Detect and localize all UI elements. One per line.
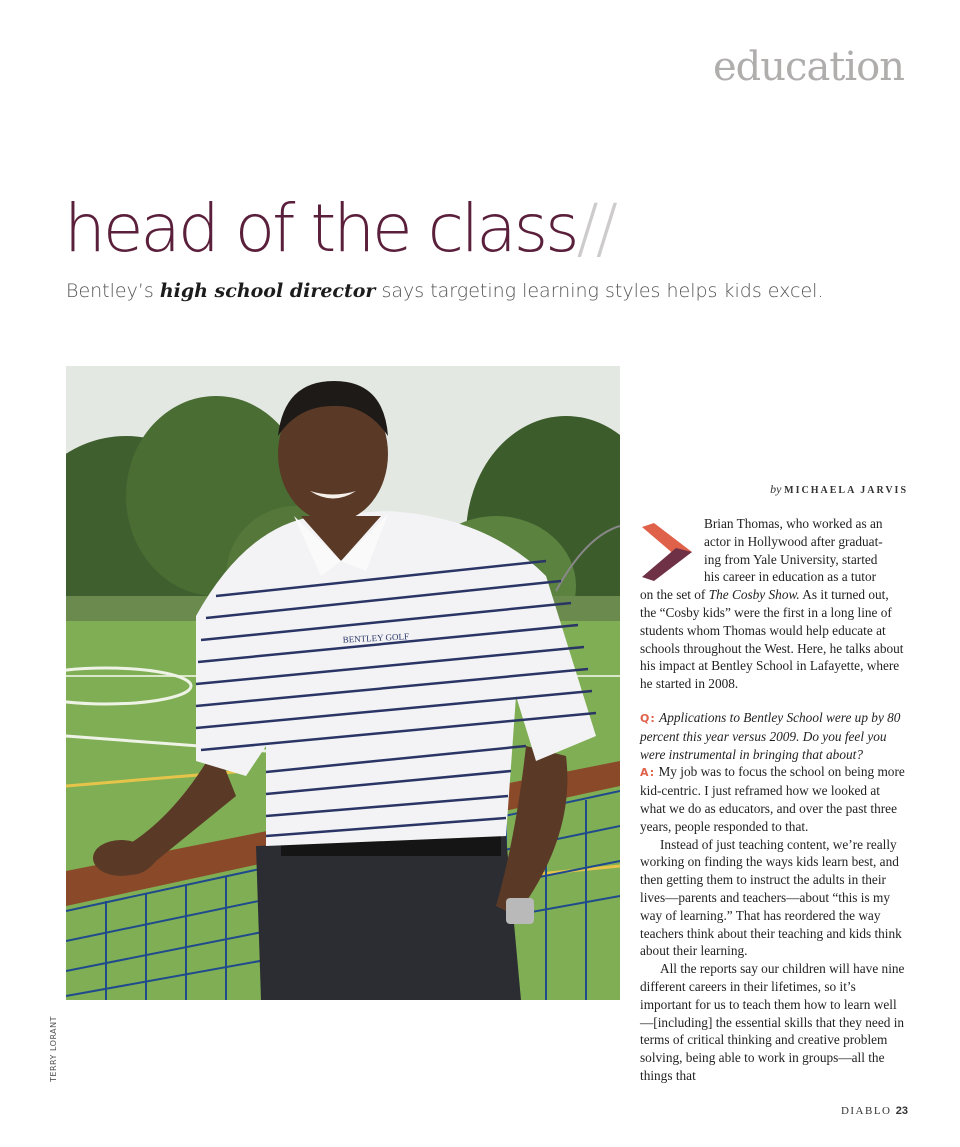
paragraph-2: Instead of just teaching content, we’re really working on finding the ways kids learn best, and then getting them to instruct the adults in their lives—parents and teachers—about “this is my way of learning.” That has reordered the way teachers think about their teaching and kids think about their learning. <box>640 836 902 959</box>
answer-text: My job was to focus the school on being more kid-centric. I just reframed how we looked at what we do as educators, and over the past three years, people responded to that. <box>640 764 905 834</box>
intro-line: his career in education as a tutor <box>704 569 877 585</box>
intro-line: actor in Hollywood after graduat- <box>704 533 883 549</box>
question-text: Applications to Bentley School were up by 80 percent this year versus 2009. Do you feel you were instrumental in bringing that about? <box>640 709 901 762</box>
show-title: The Cosby Show. <box>708 587 800 603</box>
photo-credit: TERRY LORANT <box>49 1015 58 1082</box>
answer <box>640 763 908 835</box>
deck-emphasis: high school director <box>159 280 376 302</box>
q-label: Q: <box>640 711 656 725</box>
a-label: A: <box>640 766 656 780</box>
question <box>640 709 908 763</box>
byline <box>770 482 908 497</box>
article-body <box>640 515 908 1085</box>
intro-text-a: on the set of <box>640 587 709 603</box>
portrait-photo <box>66 366 620 1000</box>
page-number: 23 <box>895 1105 908 1117</box>
headline <box>64 190 615 267</box>
intro-line: Brian Thomas, who worked as an <box>704 516 883 531</box>
page-folio <box>841 1105 908 1117</box>
shirt-embroidery: BENTLEY GOLF <box>342 631 410 645</box>
deck-post: says targeting learning styles helps kids excel. <box>375 280 824 302</box>
paragraph-3: All the reports say our children will have nine different careers in their lifetimes, so it’s important for us to teach them how to learn well—[including] the essential skills that they need in terms of critical thinking and creative problem solving, being able to work in groups—all the things that <box>640 961 905 1083</box>
section-label: education <box>713 44 904 90</box>
intro-paragraph <box>640 586 908 693</box>
intro-line: ing from Yale University, started <box>704 551 878 567</box>
deck-pre: Bentley’s <box>66 280 160 302</box>
headline-slashes: // <box>576 190 615 267</box>
chevron-drop-cap-icon <box>640 523 692 581</box>
deck-subtitle <box>66 280 824 302</box>
magazine-name: DIABLO <box>840 1105 892 1117</box>
headline-title: head of the class <box>64 190 577 267</box>
intro-text-b: As it turned out, the “Cosby kids” were the first in a long line of students whom Thomas would help educate at schools throughout the West. Here, he talks about his impact at Bentley School in Lafayette, where he started in 2008. <box>640 587 904 692</box>
byline-by: by <box>770 482 782 496</box>
byline-author: MICHAELA JARVIS <box>784 485 908 496</box>
